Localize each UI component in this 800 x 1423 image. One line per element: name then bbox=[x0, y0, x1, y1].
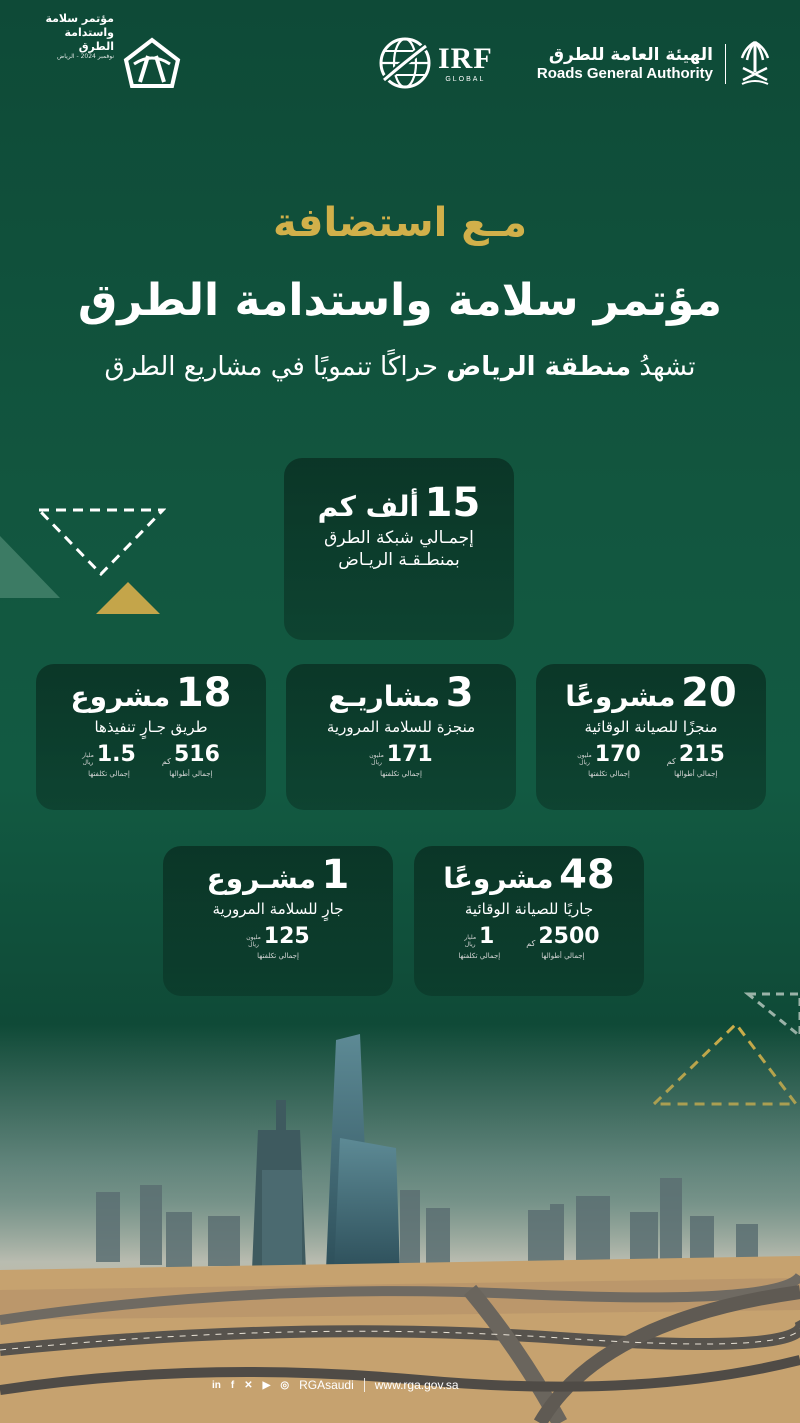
card-ongoing-safety bbox=[163, 846, 393, 996]
card-desc: جارٍ للسلامة المرورية bbox=[212, 900, 344, 918]
conference-emblem-icon bbox=[120, 34, 184, 92]
social-handle[interactable]: RGAsaudi bbox=[299, 1378, 354, 1392]
network-line-2: بمنطـقـة الريـاض bbox=[338, 550, 460, 570]
conference-logo bbox=[22, 12, 202, 97]
website-link[interactable]: www.rga.gov.sa bbox=[374, 1378, 459, 1392]
rga-name-en: Roads General Authority bbox=[536, 65, 713, 83]
stat-cost: 1.5 مليار ريال إجمالي تكلفتها bbox=[82, 742, 136, 778]
card-desc: جاريًا للصيانة الوقائية bbox=[464, 900, 594, 918]
irf-logo bbox=[378, 36, 493, 90]
card-road-network bbox=[284, 458, 514, 640]
irf-title: IRF bbox=[438, 41, 493, 75]
card-completed-safety bbox=[286, 664, 516, 810]
subtitle: تشهدُ منطقة الرياض حراكًا تنمويًا في مشاريع الطرق bbox=[104, 352, 696, 382]
stat-number: 3 bbox=[445, 670, 474, 716]
rga-name-ar: الهيئة العامة للطرق bbox=[548, 44, 713, 65]
card-desc: منجزة للسلامة المرورية bbox=[326, 718, 476, 736]
x-icon[interactable]: ✕ bbox=[244, 1379, 253, 1391]
network-unit: ألف كم bbox=[317, 490, 420, 523]
stat-unit: مشـروع bbox=[206, 862, 316, 895]
stat-number: 20 bbox=[681, 670, 737, 716]
stat-cost: 125 مليون ريال إجمالي تكلفتها bbox=[246, 924, 310, 960]
card-completed-maintenance bbox=[536, 664, 766, 810]
stat-length: 516 كم إجمالي أطوالها bbox=[161, 742, 220, 778]
globe-icon bbox=[378, 36, 432, 90]
stat-cost: 1 مليار ريال إجمالي تكلفتها bbox=[458, 924, 501, 960]
card-ongoing-roads bbox=[36, 664, 266, 810]
riyadh-skyline-image bbox=[0, 1020, 800, 1423]
subtitle-region: منطقة الرياض bbox=[446, 352, 632, 382]
youtube-icon[interactable]: ▶ bbox=[262, 1379, 271, 1391]
card-ongoing-maintenance bbox=[414, 846, 644, 996]
stat-number: 18 bbox=[175, 670, 232, 716]
footer bbox=[212, 1378, 459, 1392]
conf-date: نوفمبر 2024 - الرياض bbox=[57, 53, 114, 61]
rga-logo bbox=[537, 38, 772, 90]
hosting-heading: مـع استضافة bbox=[273, 200, 527, 246]
stat-cost: 171 مليون ريال إجمالي تكلفتها bbox=[369, 742, 433, 778]
stat-unit: مشروعًا bbox=[565, 680, 676, 713]
conf-line-3: الطرق bbox=[78, 39, 114, 53]
deco-triangle-gold-icon bbox=[94, 580, 162, 616]
palm-emblem-icon bbox=[738, 38, 772, 90]
network-line-1: إجمـالي شبكة الطرق bbox=[324, 528, 474, 548]
stat-unit: مشروع bbox=[70, 680, 171, 713]
conf-line-1: مؤتمر سلامة bbox=[45, 12, 114, 25]
network-number: 15 bbox=[424, 480, 481, 526]
stat-unit: مشاريـع bbox=[328, 680, 441, 713]
card-desc: طريق جـارٍ تنفيذها bbox=[94, 718, 208, 736]
stat-number: 1 bbox=[321, 852, 350, 898]
conf-line-2: واستدامة bbox=[64, 25, 114, 39]
deco-triangle-faded-icon bbox=[0, 534, 62, 600]
card-desc: منجزًا للصيانة الوقائية bbox=[584, 718, 718, 736]
irf-sub: GLOBAL bbox=[445, 75, 486, 83]
stat-length: 215 كم إجمالي أطوالها bbox=[666, 742, 725, 778]
conference-title: مؤتمر سلامة واستدامة الطرق bbox=[77, 275, 723, 326]
stat-number: 48 bbox=[559, 852, 615, 898]
facebook-icon[interactable]: f bbox=[230, 1379, 235, 1391]
stat-cost: 170 مليون ريال إجمالي تكلفتها bbox=[577, 742, 641, 778]
stat-unit: مشروعًا bbox=[443, 862, 554, 895]
linkedin-icon[interactable]: in bbox=[212, 1379, 221, 1391]
stat-length: 2500 كم إجمالي أطوالها bbox=[526, 924, 600, 960]
instagram-icon[interactable]: ◎ bbox=[280, 1379, 290, 1391]
footer-divider bbox=[364, 1378, 365, 1392]
